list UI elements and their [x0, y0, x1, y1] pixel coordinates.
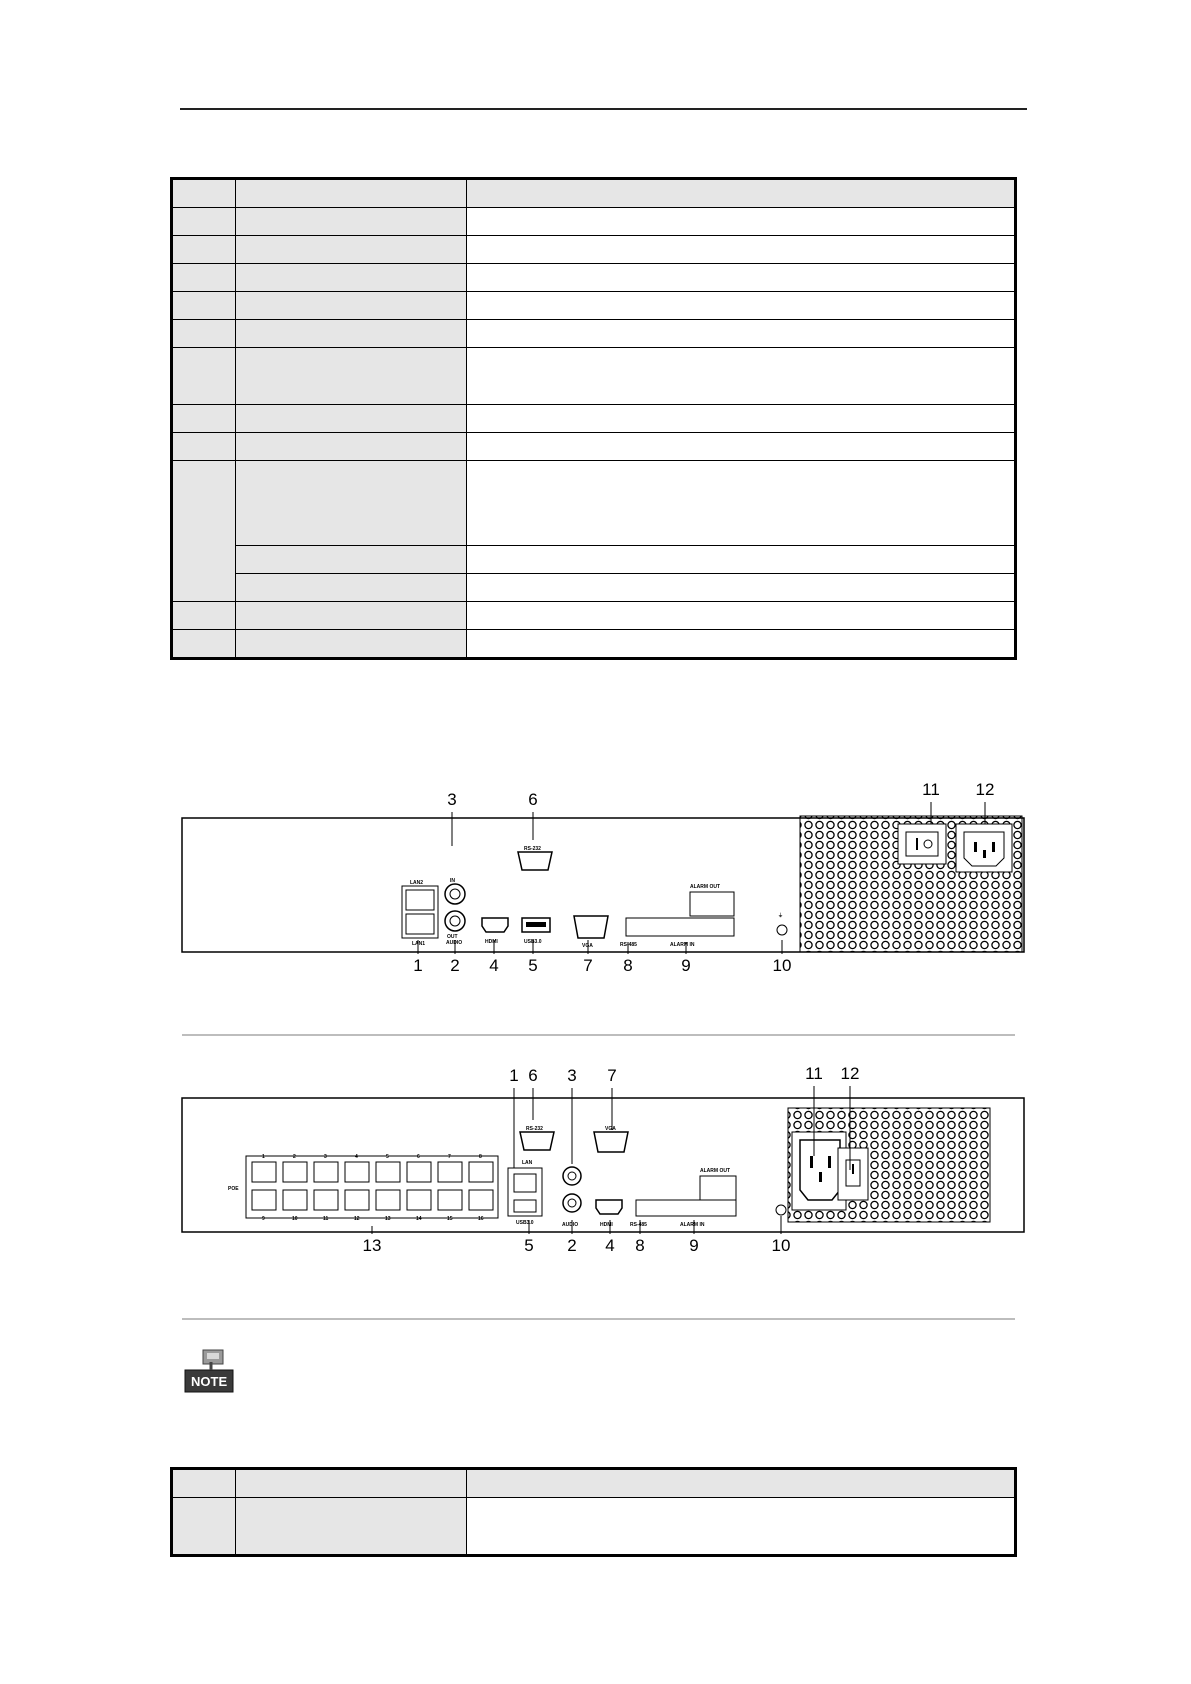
table-cell-desc: [467, 546, 1016, 574]
callout-number: 10: [772, 956, 792, 975]
table-cell-name: [236, 292, 467, 320]
table-row: [172, 264, 1016, 292]
table-cell-name: [236, 1469, 467, 1498]
table-row: [172, 208, 1016, 236]
poe-port-number: 12: [354, 1216, 360, 1222]
note-label: NOTE: [191, 1374, 228, 1389]
table-cell-no: [172, 405, 236, 433]
callout-number: 2: [450, 956, 460, 975]
table-cell-name: [236, 1498, 467, 1556]
callout-number: 9: [681, 956, 691, 975]
callout-number: 1: [509, 1066, 519, 1085]
table-cell-desc: [467, 405, 1016, 433]
poe-port-number: 16: [478, 1216, 484, 1222]
lan2-label: LAN2: [410, 880, 424, 886]
callout-number: 12: [840, 1064, 860, 1083]
poe-port-number: 15: [447, 1216, 453, 1222]
table-cell-name: [236, 320, 467, 348]
alarm-in-label: ALARM IN: [680, 1222, 705, 1228]
callout-number: 12: [975, 780, 995, 799]
usb-label: USB3.0: [516, 1220, 534, 1226]
table-row: [172, 236, 1016, 264]
header-rule: [180, 108, 1027, 110]
table-row: [172, 574, 1016, 602]
poe-port-number: 3: [324, 1154, 327, 1160]
poe-port-number: 5: [386, 1154, 389, 1160]
table-cell-desc: [467, 236, 1016, 264]
table-row: [172, 433, 1016, 461]
table-cell-desc: [467, 630, 1016, 659]
table-cell-no: [172, 630, 236, 659]
alarm-in-label: ALARM IN: [670, 942, 695, 948]
callout-number: 8: [623, 956, 633, 975]
table-row: [172, 405, 1016, 433]
poe-port-number: 14: [416, 1216, 422, 1222]
poe-port-number: 13: [385, 1216, 391, 1222]
callout-number: 11: [805, 1064, 823, 1083]
alarm-out-label: ALARM OUT: [690, 884, 720, 890]
table-cell-name: [236, 630, 467, 659]
rs485-label: RS-485: [630, 1222, 647, 1228]
poe-port-number: 2: [293, 1154, 296, 1160]
callout-number: 5: [528, 956, 538, 975]
table-cell-desc: [467, 602, 1016, 630]
table-row: [172, 348, 1016, 405]
table-cell-no: [172, 179, 236, 208]
table-cell-name: [236, 574, 467, 602]
table-cell-no: [172, 320, 236, 348]
table-row: [172, 461, 1016, 546]
table-cell-desc: [467, 320, 1016, 348]
table-cell-desc: [467, 574, 1016, 602]
table-row: [172, 320, 1016, 348]
poe-port-number: 11: [323, 1216, 329, 1222]
table-cell-no: [172, 236, 236, 264]
table-header-row: [172, 1469, 1016, 1498]
callout-number: 3: [447, 790, 457, 809]
table-row: [172, 546, 1016, 574]
poe-port-number: 6: [417, 1154, 420, 1160]
rear-panel-table-2: [170, 1467, 1017, 1557]
callout-number: 7: [583, 956, 593, 975]
table-cell-desc: [467, 179, 1016, 208]
section-divider: [182, 1034, 1015, 1036]
rs485-label: RS-485: [620, 942, 637, 948]
poe-label: POE: [228, 1186, 239, 1192]
audio-label: AUDIO: [446, 940, 463, 946]
poe-port-number: 4: [355, 1154, 358, 1160]
callout-number: 2: [567, 1236, 577, 1255]
poe-port-number: 7: [448, 1154, 451, 1160]
hdmi-label: HDMI: [600, 1222, 613, 1228]
table-header-row: [172, 179, 1016, 208]
table-cell-name: [236, 461, 467, 546]
table-cell-no: [172, 433, 236, 461]
callout-number: 10: [771, 1236, 791, 1255]
callout-number: 7: [607, 1066, 617, 1085]
table-cell-desc: [467, 461, 1016, 546]
poe-port-number: 1: [262, 1154, 265, 1160]
audio-in-label: IN: [450, 878, 455, 884]
table-row: [172, 630, 1016, 659]
table-cell-no: [172, 208, 236, 236]
note-icon: [181, 1348, 237, 1396]
poe-port-number: 10: [292, 1216, 298, 1222]
lan-label: LAN: [522, 1160, 533, 1166]
table-cell-desc: [467, 208, 1016, 236]
callout-number: 8: [635, 1236, 645, 1255]
vga-label: VGA: [582, 943, 593, 949]
rear-panel-diagram-2: [0, 1060, 1191, 1260]
table-row: [172, 1498, 1016, 1556]
table-cell-name: [236, 179, 467, 208]
lan1-label: LAN1: [412, 941, 426, 947]
table-cell-no: [172, 348, 236, 405]
table-row: [172, 602, 1016, 630]
vga-label: VGA: [605, 1126, 616, 1132]
table-cell-name: [236, 348, 467, 405]
callout-number: 6: [528, 790, 538, 809]
table-cell-desc: [467, 348, 1016, 405]
table-cell-no: [172, 292, 236, 320]
callout-number: 1: [413, 956, 423, 975]
rear-panel-1-drawing: [0, 780, 1191, 980]
poe-port-number: 8: [479, 1154, 482, 1160]
audio-label: AUDIO: [562, 1222, 579, 1228]
usb-label: USB3.0: [524, 939, 542, 945]
table-cell-desc: [467, 292, 1016, 320]
rear-panel-diagram-1: [0, 780, 1191, 980]
table-cell-name: [236, 405, 467, 433]
callout-number: 6: [528, 1066, 538, 1085]
table-cell-no: [172, 1498, 236, 1556]
table-cell-desc: [467, 1498, 1016, 1556]
audio-out-label: OUT: [447, 934, 458, 940]
table-cell-no: [172, 461, 236, 602]
rear-panel-2-drawing: [0, 1060, 1191, 1260]
poe-port-number: 9: [262, 1216, 265, 1222]
table-cell-no: [172, 264, 236, 292]
callout-number: 3: [567, 1066, 577, 1085]
table-cell-desc: [467, 433, 1016, 461]
section-divider: [182, 1318, 1015, 1320]
callout-number: 13: [362, 1236, 382, 1255]
table-cell-desc: [467, 264, 1016, 292]
table-cell-no: [172, 1469, 236, 1498]
table-cell-name: [236, 236, 467, 264]
table-row: [172, 292, 1016, 320]
callout-number: 4: [489, 956, 499, 975]
callout-number: 9: [689, 1236, 699, 1255]
table-cell-name: [236, 602, 467, 630]
table-cell-name: [236, 433, 467, 461]
alarm-out-label: ALARM OUT: [700, 1168, 730, 1174]
callout-number: 5: [524, 1236, 534, 1255]
rs232-label: RS-232: [526, 1126, 543, 1132]
svg-text:⏚: ⏚: [778, 913, 784, 919]
note-icon-graphic: [181, 1348, 237, 1396]
callout-number: 4: [605, 1236, 615, 1255]
rear-panel-table-1: [170, 177, 1017, 660]
table-cell-name: [236, 208, 467, 236]
table-cell-name: [236, 264, 467, 292]
table-cell-no: [172, 602, 236, 630]
callout-number: 11: [922, 780, 940, 799]
rs232-label: RS-232: [524, 846, 541, 852]
table-cell-desc: [467, 1469, 1016, 1498]
table-cell-name: [236, 546, 467, 574]
hdmi-label: HDMI: [485, 939, 498, 945]
